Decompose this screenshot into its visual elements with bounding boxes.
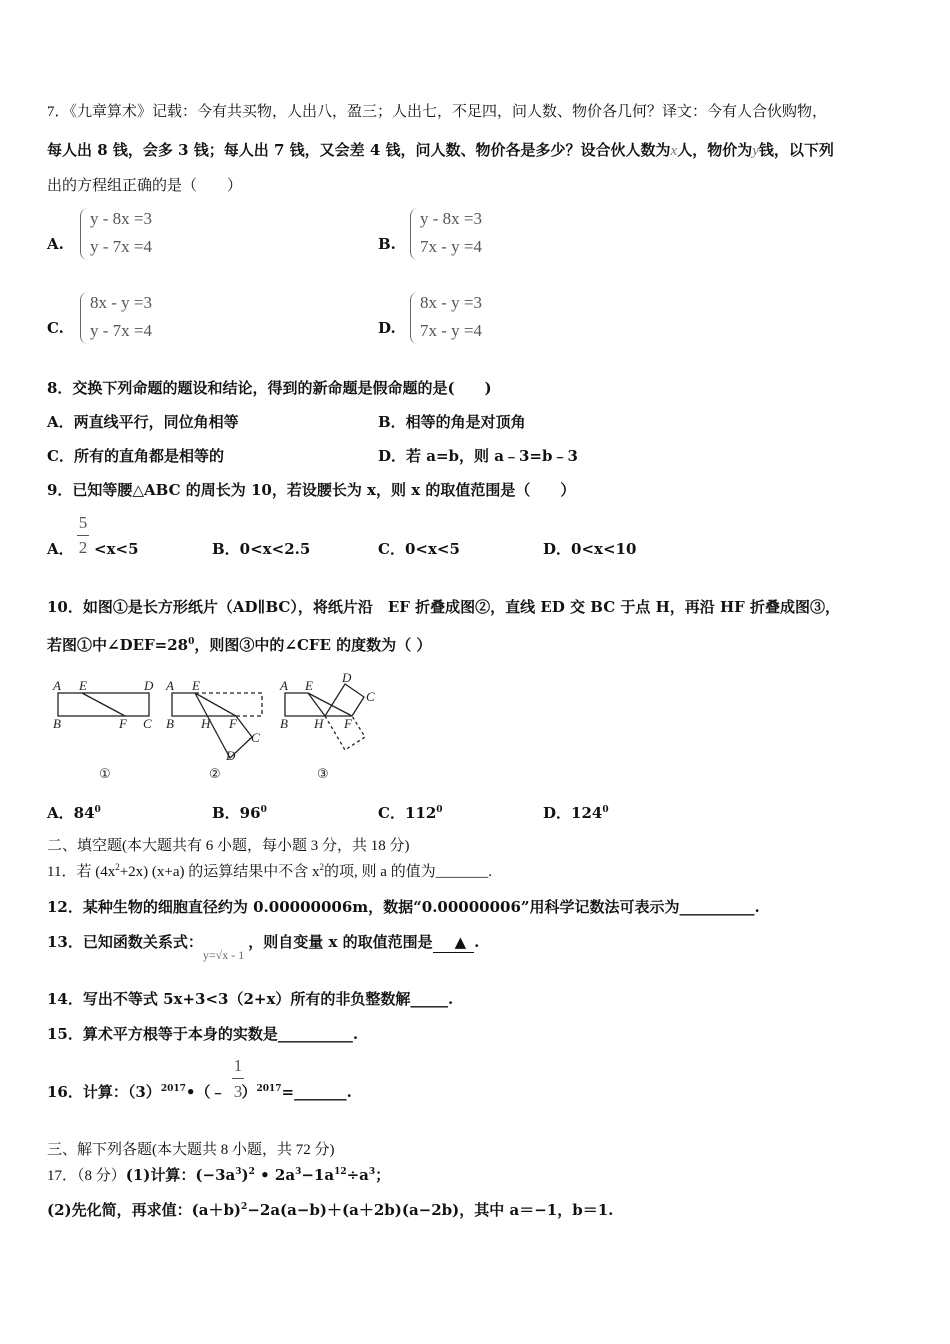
q7-option-a-label[interactable]: A. [47,235,64,253]
q8-option-c[interactable]: C．所有的直角都是相等的 [47,447,224,465]
q11 [47,862,492,882]
q9-option-d[interactable]: D．0<x<10 [543,540,637,558]
answer-blank[interactable] [433,932,475,953]
q9-option-c[interactable]: C．0<x<5 [378,540,460,558]
figure-2 [172,693,262,758]
figure-3 [285,684,365,750]
q10-option-d[interactable] [543,803,609,823]
label-a: A [166,678,174,693]
label-c: C [143,716,152,731]
option-text: C．112 [378,804,437,822]
label-e: E [79,678,87,693]
text: • 2a [254,1166,296,1184]
section-2-heading: 二、填空题(本大题共有 6 小题，每小题 3 分，共 18 分) [47,838,410,854]
question-number: 17．（8 分） [47,1168,126,1184]
text: (1)计算：(−3a [125,1166,236,1184]
label-d: D [144,678,154,693]
fraction-denominator: 3 [233,1082,243,1101]
sup: 2 [319,862,325,872]
option-text: A．84 [47,804,95,822]
fraction-numerator: 5 [78,513,88,532]
var-y: y [752,143,759,159]
caption-3: ③ [317,767,329,782]
sup: 3 [295,1167,302,1177]
text: 11．若 (4x [47,864,116,880]
label-f: F [344,716,352,731]
sup: 2017 [256,1084,282,1094]
equation: 7x - y =4 [420,237,482,256]
equation: y - 7x =4 [90,321,152,340]
formula: y=√x - 1 [202,948,245,962]
q8-option-d[interactable]: D．若 a=b，则 a﹣3=b﹣3 [378,447,578,465]
q14 [47,989,453,1009]
equation: y - 7x =4 [90,237,152,256]
label-d: D [226,748,236,763]
text: ÷a [346,1166,369,1184]
text: ） [241,1083,257,1101]
equation: 8x - y =3 [420,293,482,312]
text: 12．某种生物的细胞直径约为 0.00000006m，数据“0.00000006”用科学记数法可表示为 [47,898,680,916]
q7-line2a: 每人出 8 钱，会多 3 钱；每人出 7 钱，又会差 4 钱，问人数、物价各是多少？设合伙人数为 [47,141,671,159]
q9-option-a-label[interactable]: A． [47,540,74,558]
answer-blank[interactable]: _______ [294,1083,347,1101]
figure-1 [58,693,149,716]
rect-solid [172,693,236,716]
q8-option-a[interactable]: A．两直线平行，同位角相等 [47,413,239,431]
q17-part2 [47,1200,613,1220]
q10-line2a: 若图①中∠DEF=28 [47,636,189,654]
q10-line2b: ，则图③中的∠CFE 的度数为（ ） [194,636,432,654]
section-3-heading: 三、解下列各题(本大题共 8 小题，共 72 分) [47,1142,335,1158]
text: . [346,1083,352,1101]
text: . [352,1025,359,1043]
label-h: H [201,716,211,731]
q13 [47,932,480,962]
degree-sup: 0 [260,805,267,815]
text: 13．已知函数关系式： [47,933,203,951]
sup: 2017 [160,1084,186,1094]
q7-line3: 出的方程组正确的是（ ） [47,178,243,194]
degree-sup: 0 [436,805,443,815]
text: . [754,898,760,916]
label-a: A [53,678,61,693]
q9-option-b[interactable]: B．0<x<2.5 [212,540,311,558]
label-f: F [229,716,237,731]
text: ，则自变量 x 的取值范围是 [248,933,433,951]
q9-stem: 9．已知等腰△ABC 的周长为 10，若设腰长为 x，则 x 的取值范围是（ ） [47,481,576,499]
caption-2: ② [209,767,221,782]
sup: 2 [248,1167,255,1177]
fraction-numerator: 1 [233,1056,243,1075]
text: . [447,990,454,1008]
text: 15．算术平方根等于本身的实数是 [47,1025,278,1043]
sup: 12 [334,1167,347,1177]
text: 的项, 则 a 的值为 [324,864,436,880]
text: ) [241,1166,249,1184]
sup: 2 [241,1202,248,1212]
equation: 8x - y =3 [90,293,152,312]
option-text: D．124 [543,804,603,822]
label-b: B [280,716,288,731]
q7-option-b-label[interactable]: B. [378,235,396,253]
label-e: E [305,678,313,693]
equation: 7x - y =4 [420,321,482,340]
caption-1: ① [99,767,111,782]
degree-sup: 0 [94,805,101,815]
label-d: D [342,670,352,685]
sup: 3 [368,1167,376,1177]
text: −2a(a−b)＋(a＋2b)(a−2b)，其中 a＝−1，b＝1. [247,1201,614,1219]
q17-part1 [47,1165,390,1186]
text: (2)先化简，再求值：(a＋b) [47,1201,242,1219]
answer-blank[interactable]: _____ [410,990,448,1008]
folded-part [308,684,364,716]
label-b: B [53,716,61,731]
q15 [47,1024,358,1044]
q7-line1: 7．《九章算术》记载：今有共买物，人出八，盈三；人出七，不足四，问人数、物价各几何？译文：今有人合伙购物， [47,104,828,120]
label-c: C [366,689,375,704]
fold-line-ef [82,693,125,716]
q7-option-c-label[interactable]: C. [47,319,64,337]
q16 [47,1082,352,1102]
label-e: E [192,678,200,693]
option-text: B．96 [212,804,261,822]
text: −1a [301,1166,335,1184]
degree-sup: 0 [602,805,609,815]
label-b: B [166,716,174,731]
q10-option-c[interactable] [378,803,443,823]
q9-option-a-rest[interactable]: <x<5 [94,540,139,558]
q7-line2c: 钱，以下列 [758,141,834,159]
q7-option-d-label[interactable]: D. [378,319,396,337]
sup: 2 [115,862,120,872]
answer-blank[interactable]: __________ [277,1025,353,1043]
fraction-bar [232,1078,244,1079]
q12 [47,897,760,917]
text: 16．计算：（3） [47,1083,161,1101]
triangle-icon: ▲ [454,933,467,951]
label-c: C [251,730,260,745]
q8-stem: 8．交换下列命题的题设和结论，得到的新命题是假命题的是( ) [47,379,492,397]
fraction-denominator: 2 [78,538,88,557]
label-a: A [280,678,288,693]
text: . [488,864,492,880]
text: +2x) (x+a) 的运算结果中不含 x [119,864,320,880]
var-x: x [670,143,678,159]
q10-line1: 10．如图①是长方形纸片（AD∥BC），将纸片沿 EF 折叠成图②，直线 ED 交 BC 于点 H，再沿 HF 折叠成图③， [47,598,841,616]
text: 14．写出不等式 5x+3<3（2+x）所有的非负整数解 [47,990,411,1008]
label-f: F [119,716,127,731]
text: = [281,1083,295,1101]
equation: y - 8x =3 [420,209,482,228]
degree-sup: 0 [188,637,195,647]
sup: 3 [235,1167,242,1177]
text: ； [375,1166,391,1184]
equation: y - 8x =3 [90,209,152,228]
text: . [474,933,480,951]
answer-blank[interactable]: _______ [435,864,489,880]
label-h: H [314,716,324,731]
text: •（﹣ [185,1083,226,1101]
rect-solid [285,693,352,716]
q7-line2b: 人，物价为 [677,141,753,159]
answer-blank[interactable]: __________ [679,898,755,916]
line-ef [308,693,352,716]
q10-option-a[interactable] [47,803,101,823]
q10-option-b[interactable] [212,803,267,823]
q8-option-b[interactable]: B．相等的角是对顶角 [378,413,526,431]
